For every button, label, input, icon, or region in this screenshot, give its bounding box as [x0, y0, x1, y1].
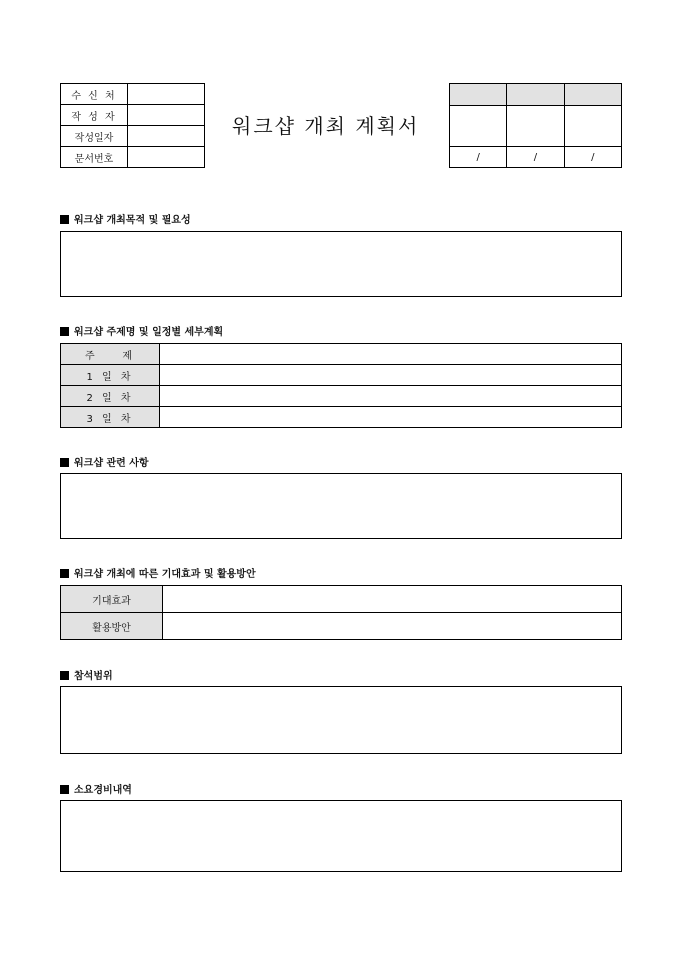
- purpose-textbox[interactable]: [60, 231, 622, 297]
- schedule-day1-label: 1 일 차: [61, 365, 160, 386]
- document-number-label: 문서번호: [61, 147, 128, 168]
- approval-signature-cell[interactable]: [450, 106, 507, 147]
- schedule-topic-field[interactable]: [160, 344, 622, 365]
- author-label: 작 성 자: [61, 105, 128, 126]
- usage-plan-label: 활용방안: [61, 613, 163, 640]
- expected-effect-label: 기대효과: [61, 586, 163, 613]
- approval-date-cell[interactable]: /: [507, 147, 564, 168]
- approval-header-cell[interactable]: [507, 84, 564, 106]
- schedule-day1-field[interactable]: [160, 365, 622, 386]
- expected-effect-field[interactable]: [163, 586, 622, 613]
- section-budget-heading: [60, 781, 132, 796]
- section-effects-title: 워크샵 개최에 따른 기대효과 및 활용방안: [74, 569, 256, 580]
- approval-signature-cell[interactable]: [564, 106, 621, 147]
- attendees-textbox[interactable]: [60, 686, 622, 754]
- recipient-label: 수 신 처: [61, 84, 128, 105]
- square-bullet-icon: [60, 458, 69, 467]
- section-schedule-heading: [60, 323, 223, 338]
- related-textbox[interactable]: [60, 473, 622, 539]
- square-bullet-icon: [60, 671, 69, 680]
- schedule-day3-label: 3 일 차: [61, 407, 160, 428]
- square-bullet-icon: [60, 215, 69, 224]
- approval-date-cell[interactable]: /: [564, 147, 621, 168]
- budget-textbox[interactable]: [60, 800, 622, 872]
- usage-plan-field[interactable]: [163, 613, 622, 640]
- section-related-heading: [60, 454, 149, 469]
- square-bullet-icon: [60, 569, 69, 578]
- approval-signature-cell[interactable]: [507, 106, 564, 147]
- schedule-day3-field[interactable]: [160, 407, 622, 428]
- schedule-day2-label: 2 일 차: [61, 386, 160, 407]
- schedule-table: [60, 343, 622, 428]
- section-related-title: 워크샵 관련 사항: [74, 458, 149, 469]
- date-label: 작성일자: [61, 126, 128, 147]
- square-bullet-icon: [60, 327, 69, 336]
- section-effects-heading: [60, 565, 256, 580]
- effects-table: [60, 585, 622, 640]
- section-attendees-heading: [60, 667, 113, 682]
- section-purpose-title: 워크샵 개최목적 및 필요성: [74, 215, 191, 226]
- document-title: 워크샵 개최 계획서: [232, 114, 420, 138]
- approval-header-cell[interactable]: [450, 84, 507, 106]
- author-field[interactable]: [128, 105, 205, 126]
- schedule-day2-field[interactable]: [160, 386, 622, 407]
- approval-box: [449, 83, 622, 168]
- recipient-field[interactable]: [128, 84, 205, 105]
- approval-header-cell[interactable]: [564, 84, 621, 106]
- section-budget-title: 소요경비내역: [74, 785, 132, 796]
- approval-date-cell[interactable]: /: [450, 147, 507, 168]
- document-number-field[interactable]: [128, 147, 205, 168]
- date-field[interactable]: [128, 126, 205, 147]
- square-bullet-icon: [60, 785, 69, 794]
- section-schedule-title: 워크샵 주제명 및 일정별 세부계획: [74, 327, 224, 338]
- section-purpose-heading: [60, 211, 191, 226]
- document-meta-table: [60, 83, 205, 168]
- section-attendees-title: 참석범위: [74, 671, 113, 682]
- schedule-topic-label: 주 제: [61, 344, 160, 365]
